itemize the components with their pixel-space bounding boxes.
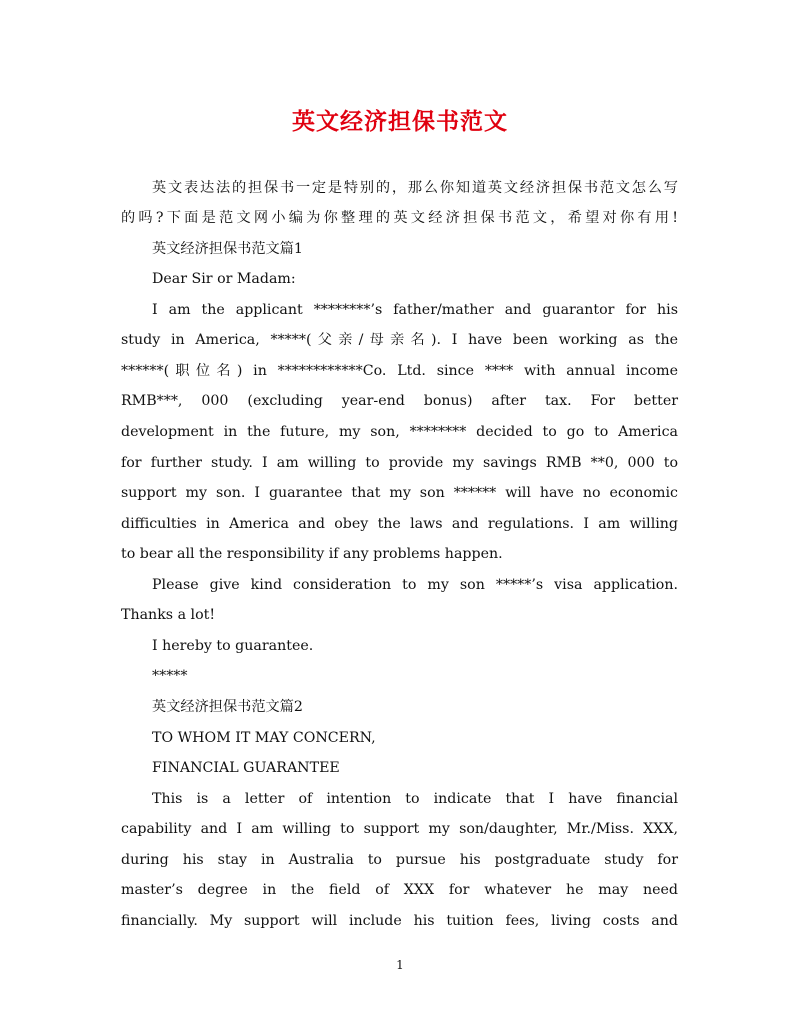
paragraph-line: during his stay in Australia to pursue his postgraduate study for <box>121 852 678 868</box>
paragraph-line: This is a letter of intention to indicate that I have financial <box>152 791 678 807</box>
paragraph-line: I hereby to guarantee. <box>152 638 314 654</box>
paragraph-line: financially. My support will include his tuition fees, living costs and <box>121 913 678 929</box>
paragraph-line: ******(职位名) in ************Co. Ltd. since **** with annual income <box>121 363 678 379</box>
paragraph-line: support my son. I guarantee that my son ****** will have no economic <box>121 485 678 501</box>
paragraph-line: I am the applicant ********’s father/mather and guarantor for his <box>152 302 678 318</box>
letter-heading: FINANCIAL GUARANTEE <box>152 760 340 776</box>
paragraph-line: to bear all the responsibility if any problems happen. <box>121 546 503 562</box>
paragraph-line: 的吗?下面是范文网小编为你整理的英文经济担保书范文，希望对你有用! <box>121 210 678 226</box>
paragraph-line: RMB***, 000 (excluding year-end bonus) after tax. For better <box>121 393 678 409</box>
section-heading: 英文经济担保书范文篇1 <box>152 241 303 257</box>
salutation: Dear Sir or Madam: <box>152 271 296 287</box>
section-heading: 英文经济担保书范文篇2 <box>152 699 303 715</box>
paragraph-line: master’s degree in the field of XXX for whatever he may need <box>121 882 678 898</box>
paragraph-line: Please give kind consideration to my son *****’s visa application. <box>152 577 678 593</box>
paragraph-line: Thanks a lot! <box>121 607 216 623</box>
salutation: TO WHOM IT MAY CONCERN, <box>152 730 376 746</box>
paragraph-line: for further study. I am willing to provide my savings RMB **0, 000 to <box>121 455 678 471</box>
paragraph-line: study in America, *****(父亲/母亲名). I have been working as the <box>121 332 678 348</box>
paragraph-line: difficulties in America and obey the laws and regulations. I am willing <box>121 516 678 532</box>
paragraph-line: 英文表达法的担保书一定是特别的，那么你知道英文经济担保书范文怎么写 <box>152 180 678 196</box>
paragraph-line: development in the future, my son, ******** decided to go to America <box>121 424 678 440</box>
signature-placeholder: ***** <box>152 668 188 684</box>
paragraph-line: capability and I am willing to support my son/daughter, Mr./Miss. XXX, <box>121 821 678 837</box>
document-title: 英文经济担保书范文 <box>292 108 508 135</box>
page-number: 1 <box>396 958 404 972</box>
